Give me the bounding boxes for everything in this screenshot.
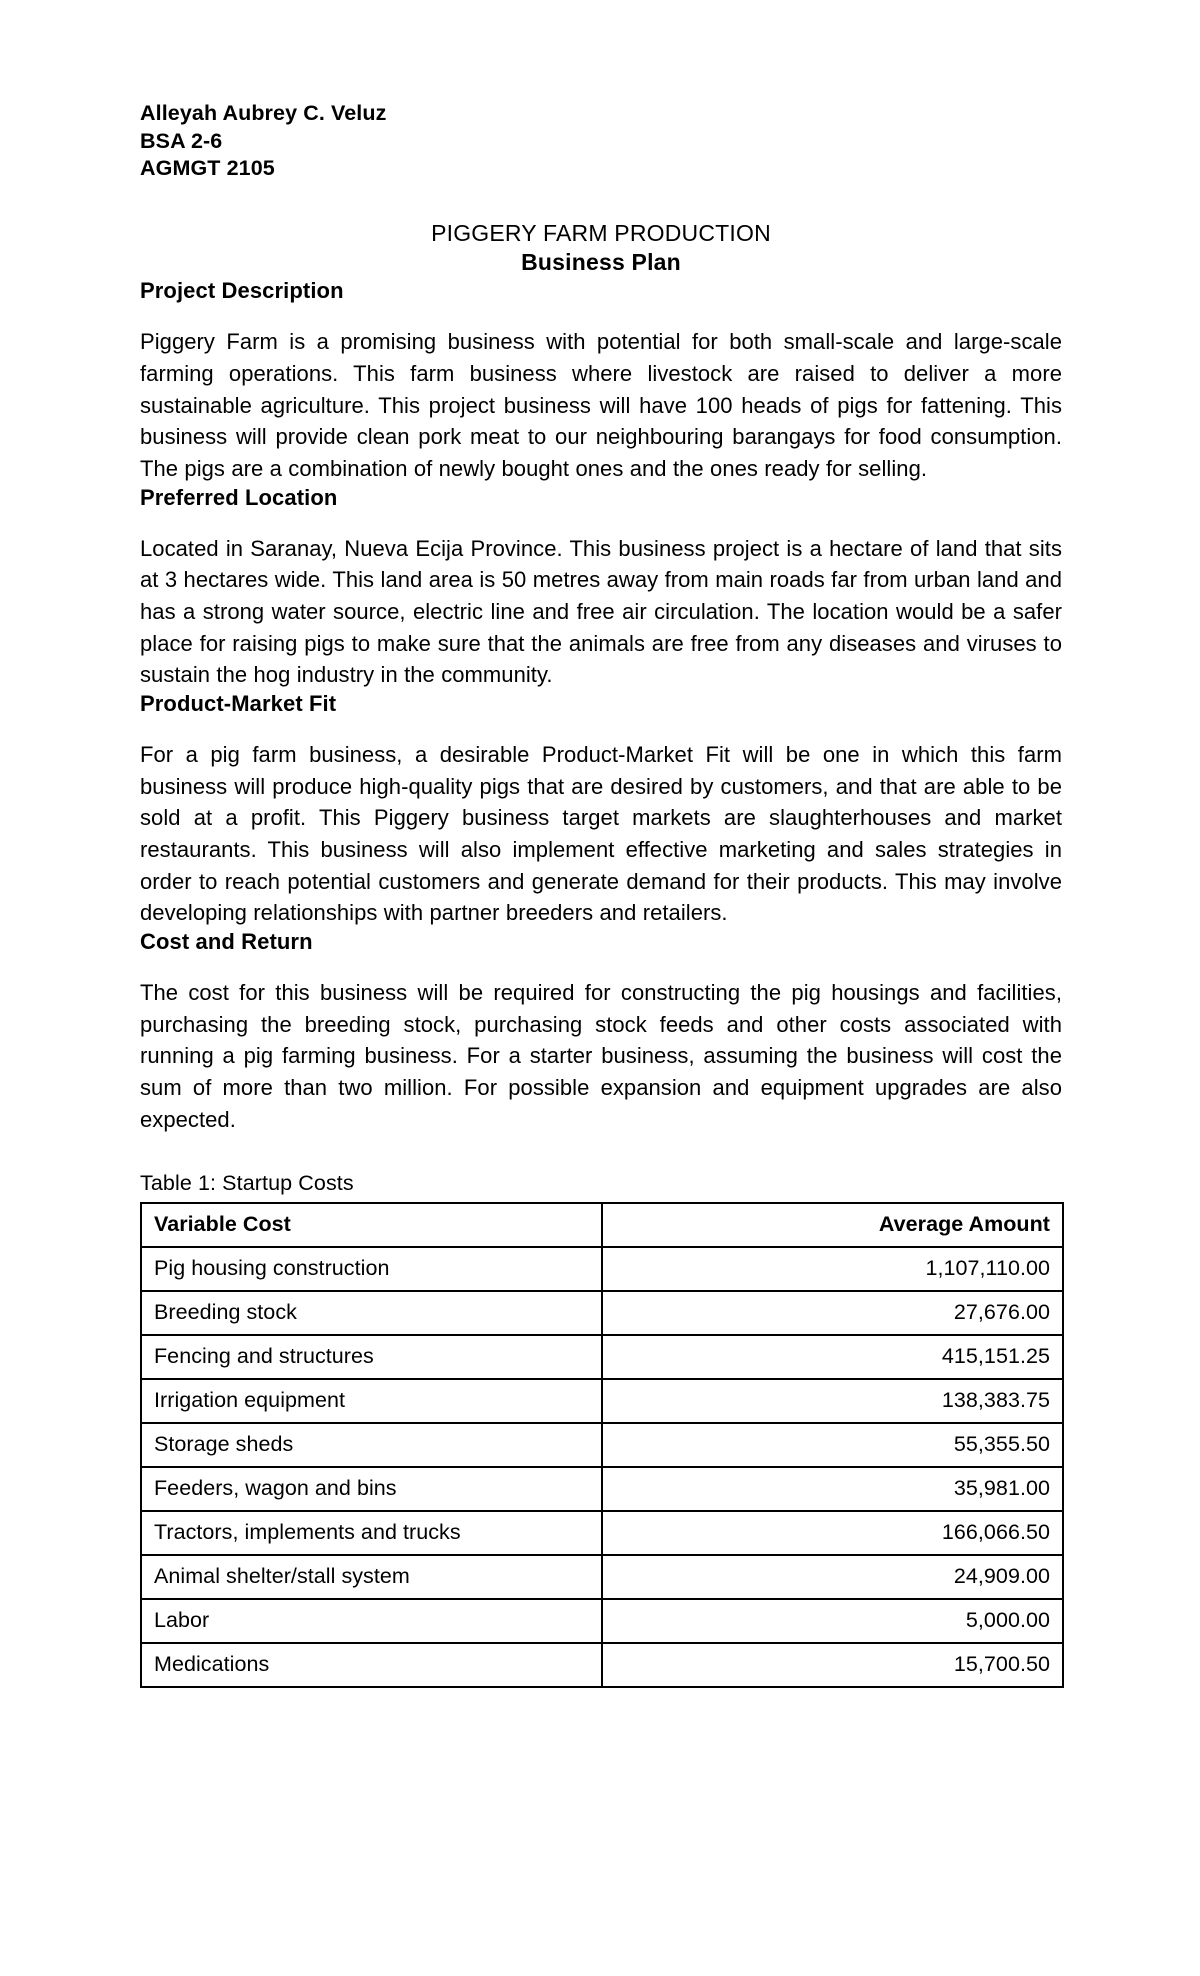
cell-average-amount: 5,000.00 [602,1599,1063,1643]
document-body [140,100,1062,1688]
cell-variable-cost: Pig housing construction [141,1247,602,1291]
subject-code: AGMGT 2105 [140,156,275,181]
table-header [141,1203,1063,1247]
section-body-preferred-location: Located in Saranay, Nueva Ecija Province. This business project is a hectare of land that sits at 3 hectares wide. This land area is 50 metres away from main roads far from urban land and has a strong water source, electric line and free air circulation. The location would be a safer place for raising pigs to make sure that the animals are free from any diseases and viruses to sustain the hog industry in the community. [140,535,1062,688]
table-row [141,1511,1063,1555]
cell-average-amount: 24,909.00 [602,1555,1063,1599]
cell-variable-cost: Storage sheds [141,1423,602,1467]
table-row [141,1467,1063,1511]
cell-average-amount: 138,383.75 [602,1379,1063,1423]
section-heading-cost-and-return: Cost and Return [140,929,313,955]
section-heading-product-market-fit: Product-Market Fit [140,691,337,717]
section-body-cost-and-return: The cost for this business will be required for constructing the pig housings and facilities, purchasing the breeding stock, purchasing stock feeds and other costs associated with running a pig farming business. For a starter business, assuming the business will cost the sum of more than two million. For possible expansion and equipment upgrades are also expected. [140,980,1062,1132]
document-title-block [140,219,1062,279]
table-header-row [141,1203,1063,1247]
startup-costs-table [140,1202,1064,1688]
table-row [141,1247,1063,1291]
section-body-project-description: Piggery Farm is a promising business with potential for both small-scale and large-scale farming operations. This farm business where livestock are raised to deliver a more sustainable agriculture. This project business will have 100 heads of pigs for fattening. This business will provide clean pork meat to our neighbouring barangays for food consumption. The pigs are a combination of newly bought ones and the ones ready for selling. [140,329,1062,482]
cell-variable-cost: Medications [141,1643,602,1687]
column-header-variable-cost: Variable Cost [141,1203,602,1247]
table-row [141,1379,1063,1423]
section-heading-preferred-location: Preferred Location [140,484,338,510]
table-row [141,1335,1063,1379]
table-row [141,1643,1063,1687]
page-subtitle: Business Plan [521,249,681,276]
section-body-product-market-fit: For a pig farm business, a desirable Product-Market Fit will be one in which this farm business will produce high-quality pigs that are desired by customers, and that are able to be sold at a profit. This Piggery business target markets are slaughterhouses and market restaurants. This business will also implement effective marketing and sales strategies in order to reach potential customers and generate demand for their products. This may involve developing relationships with partner breeders and retailers. [140,742,1062,926]
cell-variable-cost: Breeding stock [141,1291,602,1335]
cell-variable-cost: Irrigation equipment [141,1379,602,1423]
table-row [141,1291,1063,1335]
table-body [141,1247,1063,1687]
cell-average-amount: 15,700.50 [602,1643,1063,1687]
table-row [141,1599,1063,1643]
cell-variable-cost: Fencing and structures [141,1335,602,1379]
cell-variable-cost: Tractors, implements and trucks [141,1511,602,1555]
cell-variable-cost: Animal shelter/stall system [141,1555,602,1599]
table-caption: Table 1: Startup Costs [140,1171,354,1196]
table-row [141,1555,1063,1599]
section-heading-project-description: Project Description [140,278,344,304]
cell-average-amount: 166,066.50 [602,1511,1063,1555]
student-course-section: BSA 2-6 [140,128,223,153]
cell-average-amount: 55,355.50 [602,1423,1063,1467]
cell-average-amount: 35,981.00 [602,1467,1063,1511]
cell-variable-cost: Feeders, wagon and bins [141,1467,602,1511]
cell-average-amount: 27,676.00 [602,1291,1063,1335]
page-title: PIGGERY FARM PRODUCTION [431,219,771,246]
cell-average-amount: 415,151.25 [602,1335,1063,1379]
column-header-average-amount: Average Amount [602,1203,1063,1247]
table-row [141,1423,1063,1467]
student-identity-block [140,100,1062,183]
student-name: Alleyah Aubrey C. Veluz [140,101,387,125]
cell-variable-cost: Labor [141,1599,602,1643]
cell-average-amount: 1,107,110.00 [602,1247,1063,1291]
